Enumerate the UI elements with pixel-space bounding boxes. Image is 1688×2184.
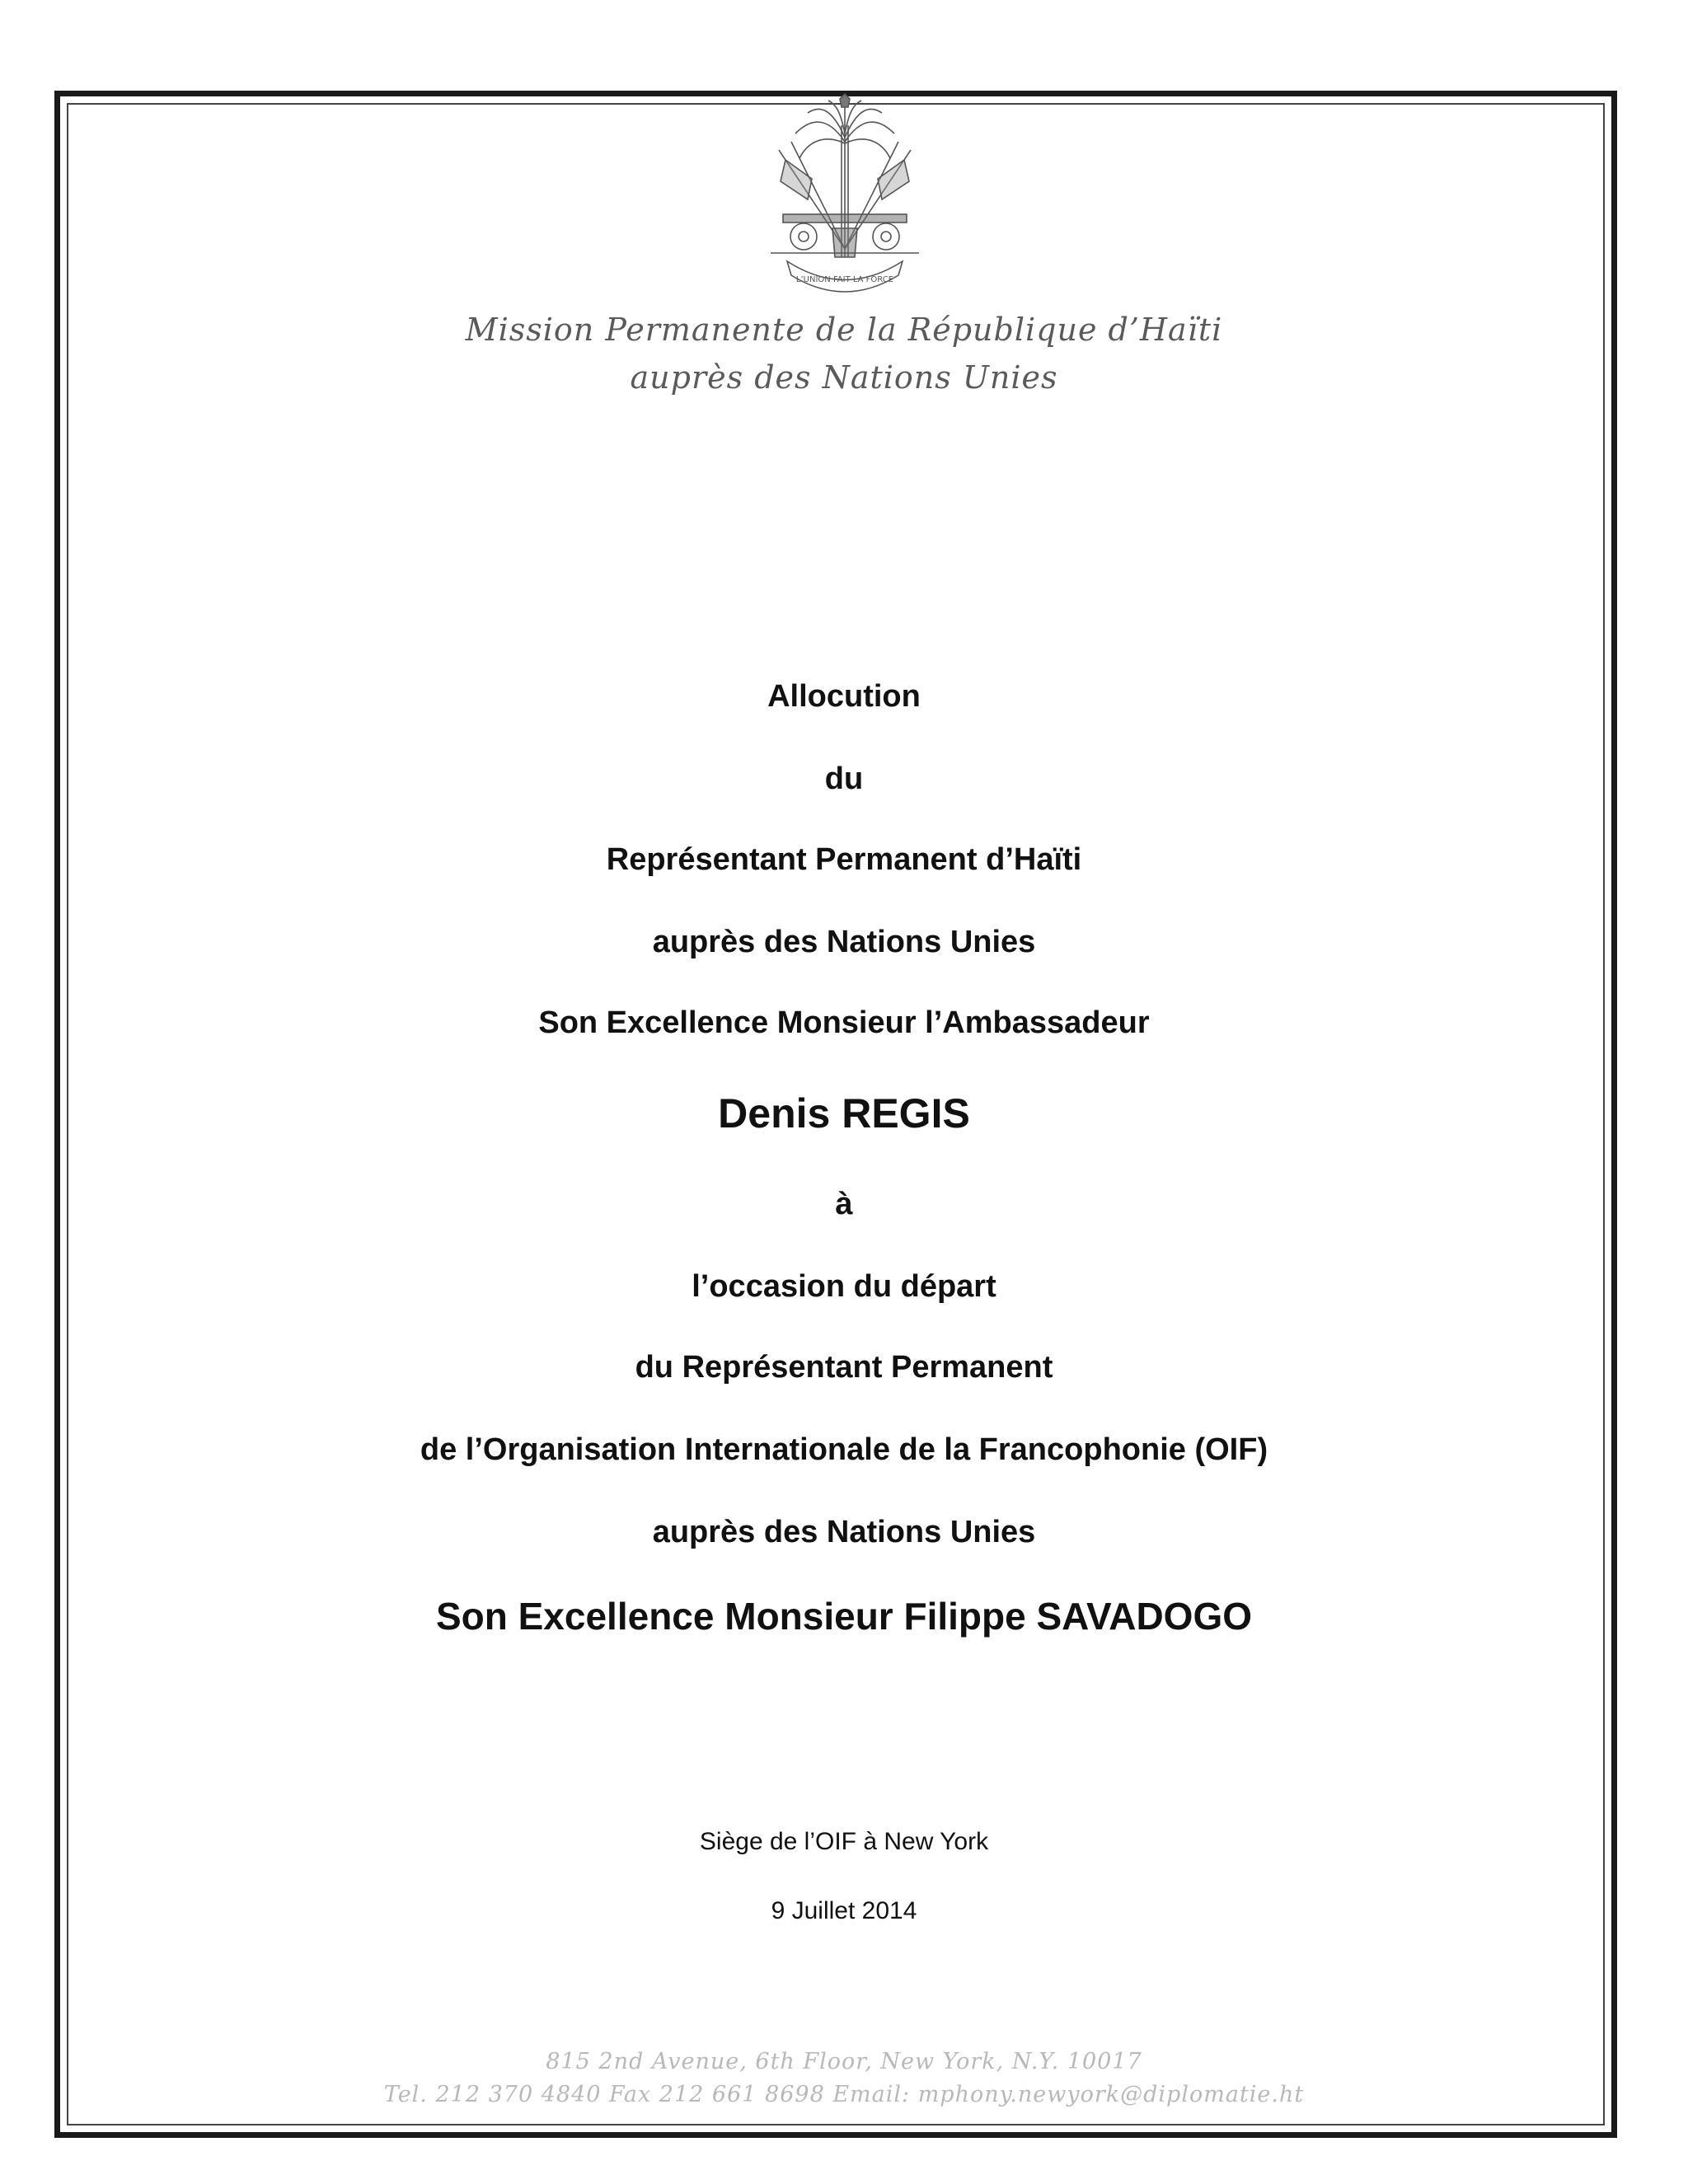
haiti-coat-of-arms-icon — [762, 92, 927, 298]
title-du: du — [824, 762, 864, 796]
title-allocution: Allocution — [767, 679, 921, 714]
speaker-name: Denis REGIS — [718, 1090, 970, 1137]
title-du-representant-permanent: du Représentant Permanent — [635, 1350, 1053, 1385]
mission-title-line2: auprès des Nations Unies — [630, 359, 1058, 396]
event-date: 9 Juillet 2014 — [771, 1897, 917, 1924]
footer-contact: Tel. 212 370 4840 Fax 212 661 8698 Email: mphony.newyork@diplomatie.ht — [383, 2082, 1305, 2107]
title-aupres-nations-unies: auprès des Nations Unies — [652, 925, 1036, 959]
title-oif: de l’Organisation Internationale de la Francophonie (OIF) — [420, 1432, 1268, 1467]
mission-title-line1: Mission Permanente de la République d’Haïti — [465, 312, 1223, 348]
honoree-name: Son Excellence Monsieur Filippe SAVADOGO — [435, 1595, 1253, 1638]
title-occasion-depart: l’occasion du départ — [692, 1269, 996, 1304]
title-a: à — [835, 1187, 853, 1221]
svg-text:L’UNION FAIT LA FORCE: L’UNION FAIT LA FORCE — [795, 275, 894, 284]
event-place: Siège de l’OIF à New York — [699, 1828, 989, 1855]
title-representant: Représentant Permanent d’Haïti — [606, 842, 1082, 877]
title-son-excellence-ambassadeur: Son Excellence Monsieur l’Ambassadeur — [538, 1005, 1150, 1040]
title-aupres-nations-unies-2: auprès des Nations Unies — [652, 1515, 1036, 1549]
footer-address: 815 2nd Avenue, 6th Floor, New York, N.Y. 10017 — [546, 2049, 1142, 2074]
